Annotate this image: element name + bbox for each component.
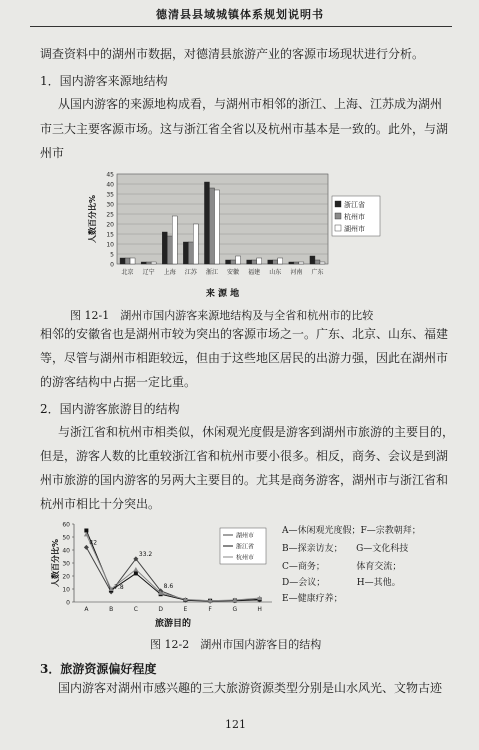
header-rule: [30, 26, 452, 27]
paragraph-line: 但是，游客人数的比重较浙江省和杭州市要小很多。相反，商务、会议是到湖: [40, 449, 449, 463]
x-tick-label: 安徽: [227, 269, 240, 276]
figure-caption-1: 图 12-1 湖州市国内游客来源地结构及与全省和杭州市的比较: [70, 309, 374, 322]
x-tick-label: F: [208, 606, 212, 613]
bar: [315, 260, 320, 264]
legend-label: 杭州市: [344, 213, 365, 221]
y-tick-label: 10: [106, 241, 114, 249]
bar: [146, 262, 151, 264]
y-tick-label: 35: [106, 191, 114, 199]
legend-label: 杭州市: [236, 554, 255, 562]
paragraph-line: 州市旅游的国内游客的另两大主要目的。尤其是商务游客，湖州市与浙江省和: [40, 473, 449, 487]
legend-swatch: [335, 225, 341, 231]
legend-text-line: D—会议； H—其他。: [282, 578, 401, 588]
x-tick-label: 山东: [269, 269, 282, 276]
legend-label: 浙江省: [236, 543, 255, 551]
y-tick-label: 10: [62, 586, 70, 594]
paragraph-line: 与浙江省和杭州市相类似，休闲观光度假是游客到湖州市旅游的主要目的，: [58, 425, 455, 439]
bar: [252, 260, 257, 264]
bar: [257, 258, 262, 264]
section-heading-3: 3．旅游资源偏好程度: [40, 662, 157, 676]
y-tick-label: 0: [66, 599, 70, 607]
data-label: 7.8: [114, 583, 124, 591]
paragraph-line: 州市: [40, 146, 65, 160]
bar: [278, 258, 283, 264]
section-heading-2: 2．国内游客旅游目的结构: [40, 402, 180, 416]
y-tick-label: 15: [106, 231, 114, 239]
x-tick-label: D: [158, 606, 163, 613]
data-label: 33.2: [138, 550, 153, 558]
paragraph-line: 市三大主要客源市场。这与浙江省全省以及杭州市基本是一致的。此外，与湖: [40, 122, 449, 136]
x-tick-label: 福建: [248, 269, 261, 276]
data-label: 42: [89, 539, 98, 547]
x-tick-label: 北京: [121, 269, 134, 276]
bar: [310, 256, 315, 264]
x-tick-label: G: [232, 606, 238, 613]
legend-swatch: [335, 201, 341, 207]
bar: [120, 258, 125, 264]
legend-text-line: B—探亲访友； G—文化科技: [282, 544, 409, 554]
x-tick-label: E: [183, 606, 188, 613]
source-bar-chart: [85, 170, 385, 305]
bar: [188, 242, 193, 264]
paragraph-line: 等，尽管与湖州市相距较远，但由于这些地区居民的出游力强，因此在湖州市: [40, 351, 449, 365]
y-tick-label: 5: [110, 251, 114, 259]
bar: [183, 242, 188, 264]
x-tick-label: 河南: [290, 269, 303, 276]
x-tick-label: A: [84, 606, 89, 613]
page-header: 德清县县域城镇体系规划说明书: [156, 8, 324, 21]
paragraph-line: 国内游客对湖州市感兴趣的三大旅游资源类型分别是山水风光、文物古迹: [58, 681, 443, 695]
page-number: 121: [225, 718, 246, 731]
figure-caption-2: 图 12-2 湖州市国内游客目的结构: [150, 638, 322, 651]
bar: [247, 260, 252, 264]
paragraph-line: 的游客结构中占据一定比重。: [40, 375, 197, 389]
x-tick-label: 浙江: [205, 269, 218, 276]
y-tick-label: 30: [62, 560, 70, 568]
x-tick-label: H: [257, 606, 262, 613]
y-tick-label: 45: [106, 171, 114, 179]
bar: [172, 216, 177, 264]
bar: [214, 190, 219, 264]
bar: [226, 260, 231, 264]
legend-text-line: C—商务； 体育交流；: [282, 562, 402, 572]
y-axis-label: 人数百分比%: [51, 538, 60, 588]
paragraph-line: 相邻的安徽省也是湖州市较为突出的客源市场之一。广东、北京、山东、福建: [40, 327, 449, 341]
x-axis-label: 旅游目的: [154, 619, 192, 629]
plot-area: [117, 174, 328, 264]
bar: [141, 262, 146, 264]
bar: [204, 182, 209, 264]
y-tick-label: 50: [62, 534, 70, 542]
legend-label: 湖州市: [236, 532, 255, 540]
bar: [299, 262, 304, 264]
bar: [268, 260, 273, 264]
legend-label: 浙江省: [344, 201, 365, 209]
bar: [193, 224, 198, 264]
bar: [289, 262, 294, 264]
y-tick-label: 0: [110, 261, 114, 269]
bar: [320, 262, 325, 264]
legend-label: 湖州市: [344, 225, 365, 233]
bar: [151, 262, 156, 264]
bar: [273, 260, 278, 264]
x-tick-label: B: [109, 606, 114, 613]
section-heading-1: 1．国内游客来源地结构: [40, 74, 168, 88]
x-tick-label: 广东: [311, 269, 324, 276]
x-tick-label: 江苏: [184, 269, 197, 276]
data-point: [133, 567, 138, 572]
paragraph-line: 杭州市相比十分突出。: [40, 497, 161, 511]
bar: [125, 258, 130, 264]
x-tick-label: C: [133, 606, 138, 613]
bar: [130, 258, 135, 264]
legend-text-line: A—休闲观光度假；F—宗教朝拜；: [282, 526, 421, 536]
y-tick-label: 20: [106, 221, 114, 229]
y-tick-label: 30: [106, 201, 114, 209]
bar: [167, 236, 172, 264]
y-tick-label: 25: [106, 211, 114, 219]
y-axis-label: 人数百分比%: [88, 194, 97, 244]
y-tick-label: 60: [62, 521, 70, 529]
legend-text-line: E—健康疗养；: [282, 594, 343, 604]
x-tick-label: 辽宁: [142, 269, 155, 276]
paragraph-intro: 调查资料中的湖州市数据，对德清县旅游产业的客源市场现状进行分析。: [40, 47, 425, 61]
bar: [162, 232, 167, 264]
paragraph-line: 从国内游客的来源地构成看，与湖州市相邻的浙江、上海、江苏成为湖州: [58, 97, 443, 111]
y-tick-label: 20: [62, 573, 70, 581]
data-point: [84, 545, 89, 550]
y-tick-label: 40: [62, 547, 70, 555]
data-label: 8.6: [163, 582, 174, 590]
bar: [236, 256, 241, 264]
bar: [209, 188, 214, 264]
y-tick-label: 40: [106, 181, 114, 189]
data-point: [134, 571, 138, 575]
bar: [231, 260, 236, 264]
bar: [294, 262, 299, 264]
x-axis-label: 来 源 地: [205, 289, 240, 299]
legend-swatch: [335, 213, 341, 219]
purpose-line-chart: [50, 520, 280, 632]
x-tick-label: 上海: [163, 269, 176, 276]
